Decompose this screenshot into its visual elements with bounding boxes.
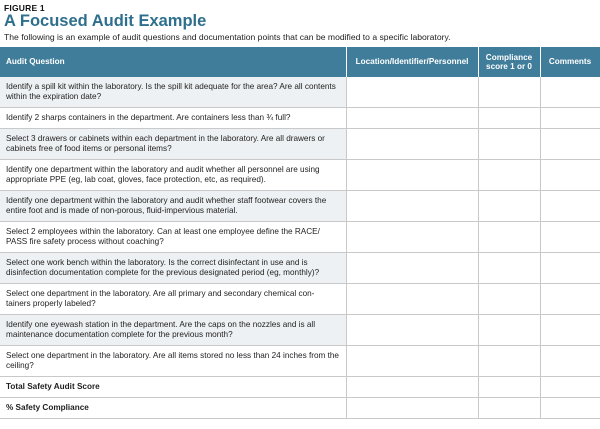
figure-label: FIGURE 1 (4, 3, 45, 13)
compliance-score-cell[interactable] (478, 222, 540, 253)
figure-title: A Focused Audit Example (4, 12, 207, 30)
compliance-percent-cell[interactable] (478, 398, 540, 419)
compliance-score-cell[interactable] (478, 253, 540, 284)
table-row (0, 315, 600, 346)
table-row (0, 222, 600, 253)
comments-cell[interactable] (540, 160, 600, 191)
audit-question: Identify one department within the laboratory and audit whether staff footwear covers the entire foot and is made of non-porous, fluid-impervious material. (0, 191, 346, 222)
comments-cell[interactable] (540, 253, 600, 284)
location-cell[interactable] (346, 253, 478, 284)
table-row (0, 284, 600, 315)
comments-cell[interactable] (540, 108, 600, 129)
header-comments: Comments (540, 47, 600, 77)
compliance-score-cell[interactable] (478, 77, 540, 108)
compliance-score-cell[interactable] (478, 284, 540, 315)
audit-question: Select 2 employees within the laboratory. Can at least one employee define the RACE/ PASS fire safety process without coaching? (0, 222, 346, 253)
compliance-score-cell[interactable] (478, 129, 540, 160)
comments-cell[interactable] (540, 222, 600, 253)
audit-question: Select one work bench within the laboratory. Is the correct disinfectant in use and is disinfection documentation complete for the previous designated period (eg, monthly)? (0, 253, 346, 284)
compliance-location-cell[interactable] (346, 398, 478, 419)
total-score-cell[interactable] (478, 377, 540, 398)
table-row (0, 160, 600, 191)
comments-cell[interactable] (540, 77, 600, 108)
compliance-score-cell[interactable] (478, 108, 540, 129)
location-cell[interactable] (346, 346, 478, 377)
table-row (0, 191, 600, 222)
comments-cell[interactable] (540, 129, 600, 160)
table-row (0, 108, 600, 129)
audit-question: Identify one department within the laboratory and audit whether all personnel are using appropriate PPE (eg, lab coat, gloves, face protection, etc, as required). (0, 160, 346, 191)
comments-cell[interactable] (540, 346, 600, 377)
audit-question: Select one department in the laboratory. Are all primary and secondary chemical con- tainers properly labeled? (0, 284, 346, 315)
compliance-comments-cell[interactable] (540, 398, 600, 419)
audit-question: Identify a spill kit within the laboratory. Is the spill kit adequate for the area? Are all contents within the expiration date? (0, 77, 346, 108)
total-score-label: Total Safety Audit Score (0, 377, 346, 398)
total-comments-cell[interactable] (540, 377, 600, 398)
compliance-score-cell[interactable] (478, 346, 540, 377)
location-cell[interactable] (346, 108, 478, 129)
compliance-score-cell[interactable] (478, 191, 540, 222)
location-cell[interactable] (346, 77, 478, 108)
compliance-score-cell[interactable] (478, 160, 540, 191)
table-row (0, 346, 600, 377)
table-row (0, 253, 600, 284)
audit-question: Identify one eyewash station in the department. Are the caps on the nozzles and is all maintenance documentation complete for the previous month? (0, 315, 346, 346)
comments-cell[interactable] (540, 315, 600, 346)
header-audit-question: Audit Question (0, 47, 346, 77)
comments-cell[interactable] (540, 191, 600, 222)
location-cell[interactable] (346, 315, 478, 346)
audit-table (0, 47, 600, 419)
location-cell[interactable] (346, 129, 478, 160)
figure-subtitle: The following is an example of audit questions and documentation points that can be modified to a specific laboratory. (4, 32, 451, 42)
location-cell[interactable] (346, 191, 478, 222)
audit-question: Select 3 drawers or cabinets within each department in the laboratory. Are all drawers or cabinets free of food items or personal items? (0, 129, 346, 160)
audit-table-container (0, 47, 600, 419)
compliance-score-cell[interactable] (478, 315, 540, 346)
safety-compliance-label: % Safety Compliance (0, 398, 346, 419)
table-row (0, 77, 600, 108)
location-cell[interactable] (346, 160, 478, 191)
location-cell[interactable] (346, 284, 478, 315)
audit-question: Identify 2 sharps containers in the department. Are containers less than ¾ full? (0, 108, 346, 129)
header-location: Location/Identifier/Personnel (346, 47, 478, 77)
total-score-row (0, 377, 600, 398)
location-cell[interactable] (346, 222, 478, 253)
total-location-cell[interactable] (346, 377, 478, 398)
table-header-row (0, 47, 600, 77)
table-row (0, 129, 600, 160)
compliance-row (0, 398, 600, 419)
audit-question: Select one department in the laboratory. Are all items stored no less than 24 inches from the ceiling? (0, 346, 346, 377)
comments-cell[interactable] (540, 284, 600, 315)
header-compliance-score: Compliance score 1 or 0 (478, 47, 540, 77)
